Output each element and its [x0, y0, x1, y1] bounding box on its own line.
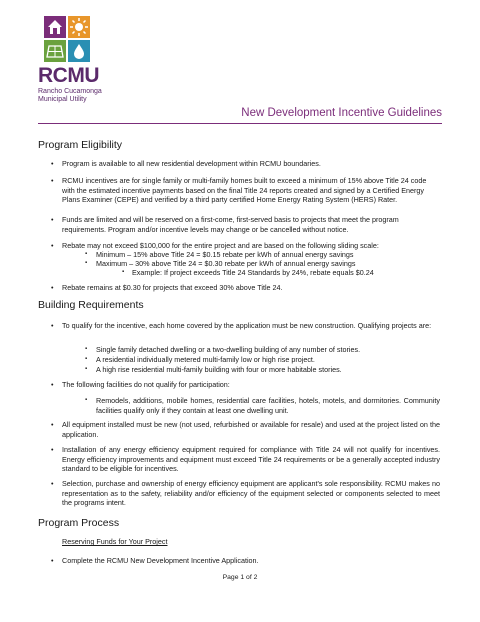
page-number: Page 1 of 2 — [222, 574, 258, 581]
list-item: ▪ Minimum – 15% above Title 24 = $0.15 rebate per kWh of annual energy savings — [96, 250, 440, 260]
logo-subtitle — [38, 88, 118, 104]
list-item: • All equipment installed must be new (not used, refurbished or available for resale) and used at the project listed on the application. — [62, 420, 440, 439]
logo-subtitle-line1: Rancho Cucamonga — [38, 88, 102, 95]
section-heading-eligibility: Program Eligibility — [38, 139, 123, 151]
list-item: • Rebate may not exceed $100,000 for the entire project and are based on the following sliding scale: — [62, 241, 440, 251]
list-item: ▪ A residential individually metered multi-family low or high rise project. — [96, 355, 440, 365]
logo-icon-grid — [44, 16, 90, 62]
list-item: • RCMU incentives are for single family or multi-family homes built to exceed a minimum of 15% above Title 24 code with the estimated incentive payments based on the final Title 24 reports created and signed by a Certified Energy Plans Examiner (CEPE) and verified by a third party certified Home Energy Rating System (HERS) Rater. — [62, 176, 440, 205]
list-item: ▪ Maximum – 30% above Title 24 = $0.30 rebate per kWh of annual energy savings — [96, 259, 440, 269]
water-drop-icon — [68, 40, 90, 62]
list-item: ▪ Remodels, additions, mobile homes, residential care facilities, hotels, motels, and dormitories. Community facilities qualify only if they contain at least one dwelling unit. — [96, 396, 440, 415]
sun-icon — [68, 16, 90, 38]
document-title: New Development Incentive Guidelines — [241, 107, 442, 119]
list-item: • The following facilities do not qualify for participation: — [62, 380, 440, 390]
house-icon — [44, 16, 66, 38]
logo-subtitle-line2: Municipal Utility — [38, 96, 87, 103]
list-item: • Funds are limited and will be reserved on a first-come, first-served basis to projects that meet the program requirements. Program and/or incentive levels may change or be cancelled without notice. — [62, 215, 440, 234]
list-item: ▪ Single family detached dwelling or a two-dwelling building of any number of stories. — [96, 345, 440, 355]
list-item: • Installation of any energy efficiency equipment required for compliance with Title 24 will not qualify for incentives. Energy efficiency improvements and equipment must exceed Title 24 requirements or be a generally accepted industry standard to be eligible for incentives. — [62, 445, 440, 474]
rcmu-logo — [38, 16, 108, 104]
list-item: • To qualify for the incentive, each home covered by the application must be new construction. Qualifying projects are: — [62, 321, 440, 331]
list-item: • Rebate remains at $0.30 for projects that exceed 30% above Title 24. — [62, 283, 440, 293]
subheading-reserving-funds: Reserving Funds for Your Project — [62, 537, 168, 546]
section-heading-process: Program Process — [38, 517, 120, 529]
list-item: • Selection, purchase and ownership of energy efficiency equipment are applicant's sole responsibility. RCMU makes no representation as to the safety, reliability and/or efficiency of the equipment selected or components selected to meet the programs intent. — [62, 479, 440, 508]
list-item: • Complete the RCMU New Development Incentive Application. — [62, 556, 440, 566]
section-heading-building: Building Requirements — [38, 299, 144, 311]
logo-wordmark: RCMU — [38, 64, 99, 87]
list-item: ▪ Example: If project exceeds Title 24 Standards by 24%, rebate equals $0.24 — [132, 268, 440, 278]
title-divider — [38, 123, 442, 124]
list-item: • Program is available to all new residential development within RCMU boundaries. — [62, 159, 440, 169]
solar-panel-icon — [44, 40, 66, 62]
list-item: ▪ A high rise residential multi-family building with four or more habitable stories. — [96, 365, 440, 375]
